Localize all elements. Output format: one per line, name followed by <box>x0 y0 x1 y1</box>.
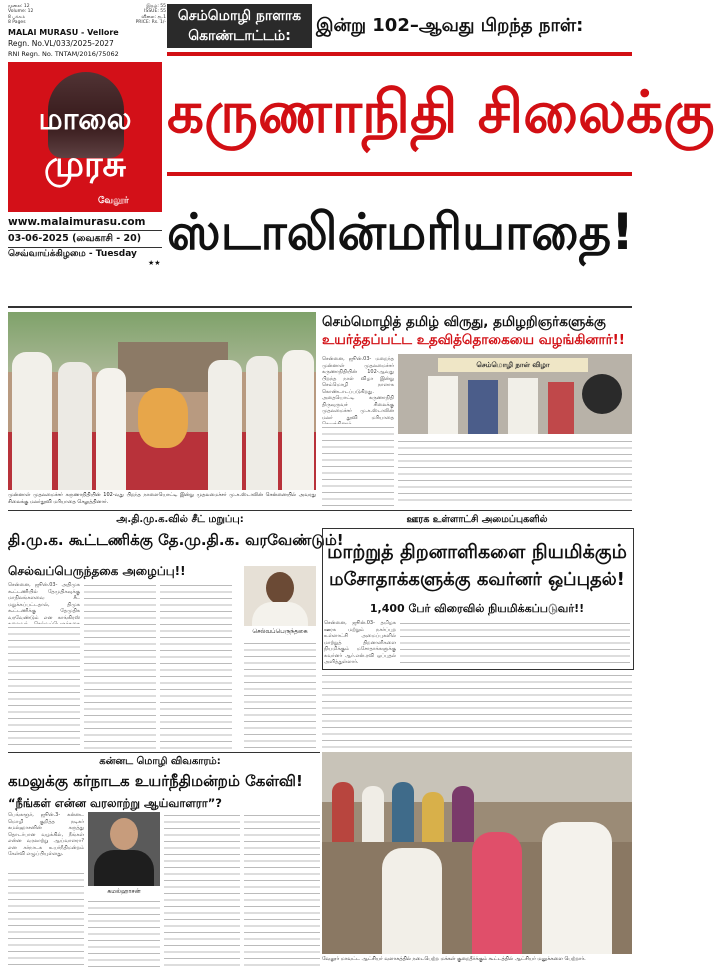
logo <box>8 62 162 212</box>
award-headline-2: உயர்த்தப்பட்ட உதவித்தொகையை வழங்கினார்!! <box>322 332 625 348</box>
divider <box>8 510 632 511</box>
website: www.malaimurasu.com <box>8 216 146 228</box>
issue-info: இதழ்: 55 ISSUE: 55 விலை: ரூ.1 PRICE: Rs. 1/- <box>135 4 166 25</box>
kamal-kicker: கன்னட மொழி விவகாரம்: <box>99 756 221 767</box>
issue-date: 03-06-2025 (வைகாசி - 20) <box>8 230 162 248</box>
kamal-portrait-caption: கமல்ஹாசன் <box>107 888 141 895</box>
divider <box>8 306 632 308</box>
divider <box>167 52 632 56</box>
logo-word-bottom: முரசு <box>43 144 127 185</box>
award-photo <box>398 354 632 434</box>
local-subhead: 1,400 பேர் விரைவில் நியமிக்கப்படுவர்!! <box>369 602 585 615</box>
star-ornament: ★★ <box>148 259 161 267</box>
lead-kicker-line2: கொண்டாட்டம்: <box>188 28 291 44</box>
volume-info: மூலை: 12 Volume: 12 8 பக்கம் 8 Pages <box>8 4 34 25</box>
kamal-portrait <box>88 812 160 886</box>
award-banner: செம்மொழி நாள் விழா <box>438 358 588 372</box>
kamal-body: பெங்களூர், ஜூன்.3- கன்னட மொழி குறித்த நடிகர் கமல்ஹாசனின் கருத்து தொடர்பான வழக்கில், நீங்கள் என்ன வரலாற்று ஆய்வாளரா? என கர்நாடக உயர்நீதிமன்றம் கேள்வி எழுப்பியுள்ளது. <box>8 812 84 857</box>
local-headline-2: மசோதாக்களுக்கு கவர்னர் ஒப்புதல்! <box>329 569 625 590</box>
admk-kicker: அ.தி.மு.க.வில் சீட் மறுப்பு: <box>116 514 244 525</box>
logo-city: வேலூர் <box>98 196 129 206</box>
local-headline-1: மாற்றுத் திறனாளிகளை நியமிக்கும் <box>327 541 627 563</box>
award-headline-1: செம்மொழித் தமிழ் விருது, தமிழறிஞர்களுக்கு <box>322 314 606 330</box>
kamal-headline: கமலுக்கு கர்நாடக உயர்நீதிமன்றம் கேள்வி! <box>8 772 303 790</box>
divider <box>8 752 320 753</box>
admk-portrait <box>244 566 316 626</box>
issue-day: செவ்வாய்க்கிழமை - Tuesday <box>8 249 137 259</box>
kamal-quote: “நீங்கள் என்ன வரலாற்று ஆய்வாளரா”? <box>8 796 222 810</box>
registration-number: Regn. No.VL/033/2025-2027 <box>8 39 114 48</box>
local-kicker: ஊரக உள்ளாட்சி அமைப்புகளில் <box>406 514 548 525</box>
logo-word-top: மாலை <box>38 102 132 137</box>
admk-body: சென்னை, ஜூன்.03- அதிமுக கூட்டணியில் தேமுதிகவுக்கு மாநிலங்களவை சீட் மறுக்கப்பட்டதால், திமுக கூட்டணிக்கு தேமுதிக வரவேண்டும் என காங்கிரஸ் <box>8 582 80 621</box>
lead-photo <box>8 312 316 490</box>
meeting-photo-caption: வேலூர் மாவட்ட ஆட்சியர் வளாகத்தில் நடைபெற்ற மக்கள் குறைதீர்க்கும் கூட்டத்தில் ஆட்சியர் மனுக்களை பெற்றார். <box>322 956 586 962</box>
award-body: சென்னை, ஜூன்.03- மறைந்த முன்னாள் முதலமைச்சர் கருணாநிதியின் 102-ஆவது பிறந்த நாள் விழா இன்று செம்மொழி நாளாக கொண்டாடப்படுகிறது. அதையொட்டி கருணாநிதி திருவுருவச் சிலைக்கு முதலமைச்சர் மு.க.ஸ்டாலின் மலர் தூவி மரியாதை <box>322 356 394 421</box>
admk-portrait-caption: செல்வப்பெருந்தகை <box>252 628 308 635</box>
lead-kicker <box>167 4 312 48</box>
admk-subhead: செல்வப்பெருந்தகை அழைப்பு!! <box>8 564 186 578</box>
award-columns <box>398 438 632 506</box>
lead-photo-caption: முன்னாள் முதலமைச்சர் கருணாநிதியின் 102-வது பிறந்த நாளையொட்டி இன்று முதலமைச்சர் மு.க.ஸ்டாலின் சென்னையில் அவரது சிலைக்கு மலர்தூவி மரியாதை செலுத்தினார். <box>8 492 316 505</box>
edition-name: MALAI MURASU - Vellore <box>8 28 119 37</box>
local-body: சென்னை, ஜூன்.03- தமிழக ஊரக மற்றும் நகர்ப்புற உள்ளாட்சி அமைப்புகளில் மாற்றுத் திறனாளிகளை நியமிக்கும் மசோதாக்களுக்கு கவர்னர் ஆர்.என்.ரவி ஒப்புதல் அளித்துள்ளார். <box>324 620 396 665</box>
meeting-photo <box>322 752 632 954</box>
lead-kicker-right: இன்று 102–ஆவது பிறந்த நாள்: <box>316 15 584 36</box>
rni-number: RNI Regn. No. TNTAM/2016/75062 <box>8 50 119 58</box>
lead-headline-2: ஸ்டாலின்மரியாதை! <box>167 203 634 261</box>
lead-kicker-line1: செம்மொழி நாளாக <box>177 8 302 24</box>
masthead <box>8 4 166 308</box>
lead-headline-1: கருணாநிதி சிலைக்கு <box>167 78 714 146</box>
divider <box>167 172 632 176</box>
admk-headline: தி.மு.க. கூட்டணிக்கு தே.மு.தி.க. வரவேண்டும்! <box>8 531 344 549</box>
